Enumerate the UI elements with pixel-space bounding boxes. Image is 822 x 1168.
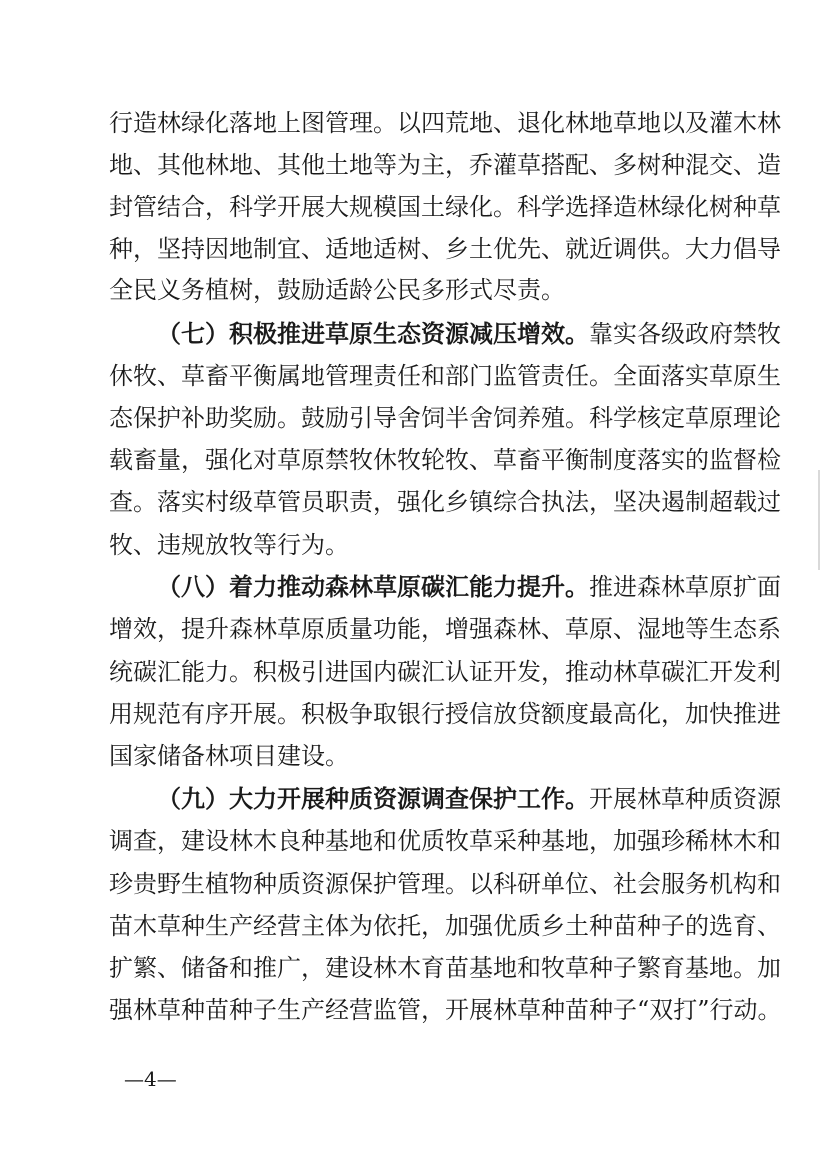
paragraph-line: 增效，提升森林草原质量功能，增强森林、草原、湿地等生态系 — [109, 615, 781, 643]
section-heading: （八）着力推动森林草原碳汇能力提升。 — [157, 572, 589, 601]
paragraph-line: 种，坚持因地制宜、适地适树、乡土优先、就近调供。大力倡导 — [109, 235, 781, 263]
paragraph-line: 态保护补助奖励。鼓励引导舍饲半舍饲养殖。科学核定草原理论 — [109, 404, 781, 432]
paragraph-line: 行造林绿化落地上图管理。以四荒地、退化林地草地以及灌木林 — [109, 109, 781, 137]
section-heading: （九）大力开展种质资源调查保护工作。 — [157, 784, 589, 813]
section-first-line: （七）积极推进草原生态资源减压增效。靠实各级政府禁牧 — [157, 319, 781, 348]
paragraph-line: 调查，建设林木良种基地和优质牧草采种基地，加强珍稀林木和 — [109, 827, 781, 855]
paragraph-line: 查。落实村级草管员职责，强化乡镇综合执法，坚决遏制超载过 — [109, 488, 781, 516]
section-first-line: （九）大力开展种质资源调查保护工作。开展林草种质资源 — [157, 784, 781, 813]
paragraph-line: 封管结合，科学开展大规模国土绿化。科学选择造林绿化树种草 — [109, 193, 781, 221]
paragraph-line: 地、其他林地、其他土地等为主，乔灌草搭配、多树种混交、造 — [109, 151, 781, 179]
paragraph-line: 休牧、草畜平衡属地管理责任和部门监管责任。全面落实草原生 — [109, 362, 781, 390]
paragraph-line: 国家储备林项目建设。 — [109, 742, 349, 770]
paragraph-line: 统碳汇能力。积极引进国内碳汇认证开发，推动林草碳汇开发利 — [109, 658, 781, 686]
scan-edge-mark — [818, 470, 820, 570]
paragraph-line: 强林草种苗种子生产经营监管，开展林草种苗种子“双打”行动。 — [109, 996, 782, 1024]
page-number: —4— — [124, 1067, 177, 1091]
section-heading: （七）积极推进草原生态资源减压增效。 — [157, 319, 589, 348]
paragraph-line: 全民义务植树，鼓励适龄公民多形式尽责。 — [109, 276, 565, 304]
section-first-line: （八）着力推动森林草原碳汇能力提升。推进森林草原扩面 — [157, 572, 781, 601]
paragraph-line: 用规范有序开展。积极争取银行授信放贷额度最高化，加快推进 — [109, 700, 781, 728]
paragraph-line: 珍贵野生植物种质资源保护管理。以科研单位、社会服务机构和 — [109, 870, 781, 898]
paragraph-line: 扩繁、储备和推广，建设林木育苗基地和牧草种子繁育基地。加 — [109, 954, 781, 982]
paragraph-line: 牧、违规放牧等行为。 — [109, 531, 349, 559]
paragraph-line: 苗木草种生产经营主体为依托，加强优质乡土种苗种子的选育、 — [109, 912, 781, 940]
paragraph-line: 载畜量，强化对草原禁牧休牧轮牧、草畜平衡制度落实的监督检 — [109, 446, 781, 474]
